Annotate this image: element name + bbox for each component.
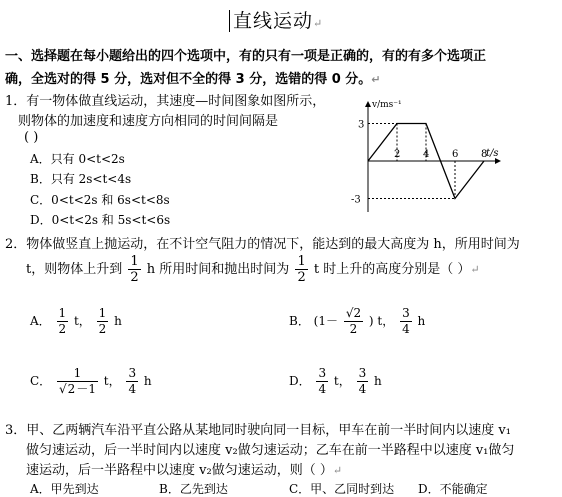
graph-y-tick-label: 3 <box>358 119 365 131</box>
q3-option-d: D．不能确定 <box>418 482 488 496</box>
section-instruction-line2: 确，全选对的得 5 分，选对但不全的得 3 分，选错的得 0 分。↵ <box>5 72 381 87</box>
q3-option-a: A．甲先到达 <box>30 482 99 496</box>
fraction-half: $\frac{1}{2}$ <box>297 254 306 285</box>
q2-stem-line2: t，则物体上升到 $\frac{1}{2}$ h 所用时间和抛出时间为 $\frac{1}{2}$ t 时上升的高度分别是（ ）↵ <box>26 254 480 285</box>
graph-x-tick-label: 6 <box>452 149 459 160</box>
q3-option-b: B．乙先到达 <box>159 482 228 496</box>
q1-answer-paren: ( ) <box>24 130 39 145</box>
graph-x-label: t/s <box>486 148 499 159</box>
q1-stem-line1: 1．有一物体做直线运动，其速度—时间图象如图所示， <box>5 94 326 109</box>
graph-y-label: v/ms⁻¹ <box>372 100 402 110</box>
q1-option-a: A．只有 0<t<2s <box>30 152 125 166</box>
graph-x-tick-label: 4 <box>423 149 430 160</box>
q1-option-d: D．0<t<2s 和 5s<t<6s <box>30 213 171 227</box>
q2-stem-line1: 2．物体做竖直上抛运动，在不计空气阻力的情况下，能达到的最大高度为 h，所用时间为 <box>5 237 520 252</box>
graph-x-tick-label: 8 <box>481 149 488 160</box>
fraction-half: $\frac{1}{2}$ <box>130 254 139 285</box>
q1-option-b: B．只有 2s<t<4s <box>30 172 132 186</box>
section-instruction-line1: 一、选择题在每小题给出的四个选项中，有的只有一项是正确的，有的有多个选项正 <box>5 49 487 64</box>
q1-vt-graph <box>344 94 504 214</box>
q3-stem-line1: 3．甲、乙两辆汽车沿平直公路从某地同时驶向同一目标，甲车在前一半时间内以速度 v₁ <box>5 423 511 438</box>
page-title: 直线运动↵ <box>229 6 323 33</box>
q2-option-d: D． $\frac{3}{4}$ t， $\frac{3}{4}$ h <box>289 366 382 396</box>
graph-x-tick-label: 2 <box>394 149 401 160</box>
q3-option-c: C．甲、乙同时到达 <box>289 482 395 496</box>
q1-option-c: C．0<t<2s 和 6s<t<8s <box>30 193 170 207</box>
graph-y-tick-label: -3 <box>351 194 361 206</box>
q3-stem-line2: 做匀速运动，后一半时间内以速度 v₂做匀速运动；乙车在前一半路程中以速度 v₁做匀 <box>26 443 515 458</box>
q2-option-a: A． $\frac{1}{2}$ t， $\frac{1}{2}$ h <box>30 306 122 336</box>
q1-stem-line2: 则物体的加速度和速度方向相同的时间间隔是 <box>18 114 279 129</box>
q2-option-b: B． (1－ $\frac{√2}{2}$ ) t， $\frac{3}{4}$ h <box>289 306 426 336</box>
q3-stem-line3: 速运动，后一半路程中以速度 v₂做匀速运动，则（ ）↵ <box>26 463 343 478</box>
q2-option-c: C． $\frac{1}{√2-1}$ t， $\frac{3}{4}$ h <box>30 366 152 396</box>
